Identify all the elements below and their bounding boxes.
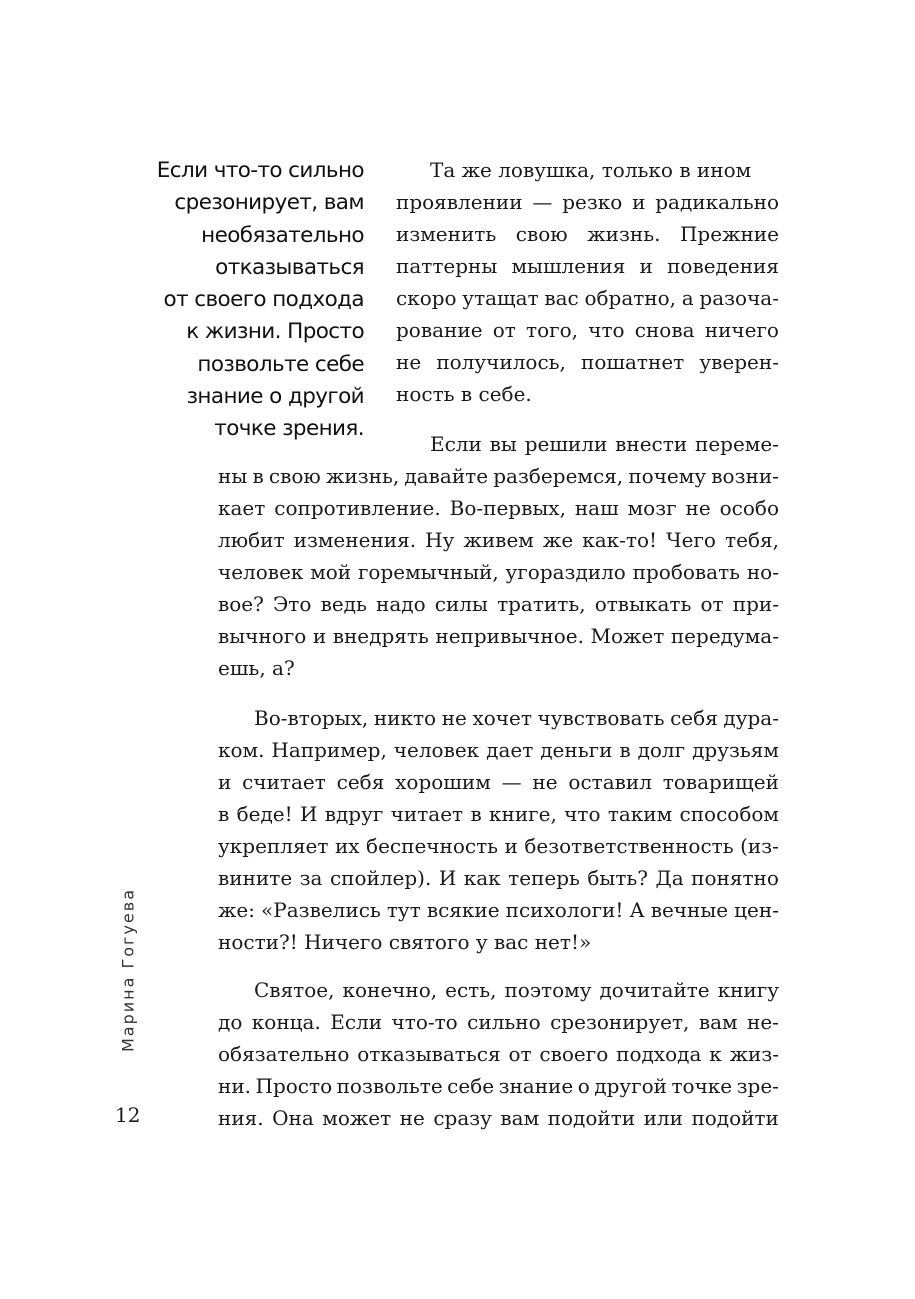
word: понятно — [691, 866, 779, 890]
word: поведения — [667, 254, 779, 278]
text-line — [396, 250, 779, 282]
word: за — [299, 866, 323, 890]
text-line: ешь, а? — [218, 656, 295, 680]
word: передума- — [670, 624, 779, 648]
word: кает — [218, 496, 266, 520]
word: Прежние — [679, 222, 779, 246]
word: Во-первых, — [449, 496, 566, 520]
word: не — [685, 496, 711, 520]
text-line — [218, 524, 779, 556]
word: Просто — [255, 1074, 333, 1098]
word: считает — [242, 770, 326, 794]
word: дура- — [723, 706, 779, 730]
word: Святое, — [254, 978, 335, 1002]
text-line — [218, 798, 779, 830]
text-line — [430, 428, 779, 460]
word: в — [470, 802, 482, 826]
running-author: Марина Гогуева — [118, 887, 138, 1053]
text-line — [218, 556, 779, 588]
word: подойти — [547, 1106, 636, 1130]
word: дает — [486, 738, 534, 762]
word: живем — [463, 528, 534, 552]
pull-quote-line: необязательно — [201, 222, 364, 248]
text-line — [396, 218, 779, 250]
word: никто — [373, 706, 437, 730]
word: от — [492, 318, 516, 342]
word: вам — [500, 1106, 540, 1130]
pull-quote-line: от своего подхода — [163, 287, 364, 313]
word: тратить, — [497, 592, 586, 616]
word: внедрять — [332, 624, 429, 648]
word: хочет — [472, 706, 532, 730]
word: безответственность — [524, 834, 734, 858]
word: же: — [218, 898, 255, 922]
word: таким — [607, 802, 673, 826]
word: непривычное. — [435, 624, 584, 648]
word: получилось, — [436, 350, 566, 374]
word: вое? — [218, 592, 264, 616]
word: что-то — [391, 1010, 458, 1034]
word: что — [588, 318, 625, 342]
word: возни- — [711, 464, 779, 488]
text-line — [396, 186, 779, 218]
text-line — [218, 830, 779, 862]
text-line — [218, 492, 779, 524]
word: теперь — [508, 866, 580, 890]
word: жизнь, — [326, 464, 400, 488]
word: ния. — [218, 1106, 264, 1130]
word: хорошим — [395, 770, 491, 794]
word: себя — [670, 706, 718, 730]
text-line: ность в себе. — [396, 382, 532, 406]
word: Чего — [666, 528, 716, 552]
word: Это — [273, 592, 312, 616]
word: спойлер). — [329, 866, 432, 890]
word: всякие — [426, 898, 500, 922]
pull-quote-line: Если что-то сильно — [156, 158, 364, 183]
word: книгу — [717, 978, 779, 1002]
word: Если — [330, 1010, 383, 1034]
word: ведь — [320, 592, 367, 616]
text-line — [218, 1038, 779, 1070]
word: укрепляет — [218, 834, 329, 858]
word: себя — [336, 770, 385, 794]
word: или — [643, 1106, 683, 1130]
text-line — [218, 862, 779, 894]
word: человек — [393, 738, 480, 762]
word: Во-вторых, — [254, 706, 369, 730]
word: цен- — [734, 898, 779, 922]
word: поэтому — [504, 978, 592, 1002]
word: разоча- — [699, 286, 779, 310]
word: в — [218, 802, 230, 826]
pull-quote-line: точке зрения. — [214, 416, 364, 442]
word: оставил — [568, 770, 652, 794]
word: дочитайте — [599, 978, 710, 1002]
word: себе — [447, 1074, 495, 1098]
word: переме- — [694, 432, 779, 456]
word: утащат — [462, 286, 539, 310]
word: при- — [732, 592, 779, 616]
word: их — [334, 834, 360, 858]
word: не — [399, 1106, 425, 1130]
word: давайте — [404, 464, 489, 488]
text-line — [396, 282, 779, 314]
pull-quote-line: к жизни. Просто — [186, 319, 364, 345]
word: мозг — [627, 496, 677, 520]
word: может — [322, 1106, 392, 1130]
word: свою — [515, 222, 568, 246]
word: вам — [698, 1010, 738, 1034]
word: радикально — [655, 190, 779, 214]
word: вечные — [650, 898, 729, 922]
word: И — [438, 866, 457, 890]
word: подхода — [616, 1042, 702, 1066]
word: «Развелись — [261, 898, 381, 922]
word: тут — [386, 898, 421, 922]
word: зре- — [736, 1074, 779, 1098]
word: ничего — [704, 318, 779, 342]
word: сильно — [467, 1010, 541, 1034]
word: и — [504, 834, 518, 858]
text-line — [218, 734, 779, 766]
word: не — [532, 770, 558, 794]
word: не — [396, 350, 422, 374]
word: и — [312, 624, 327, 648]
word: изменить — [396, 222, 497, 246]
word: есть, — [445, 978, 497, 1002]
word: но- — [746, 560, 779, 584]
pull-quote — [118, 155, 364, 446]
word: ны — [218, 464, 248, 488]
word: в — [619, 738, 631, 762]
word: жиз- — [729, 1042, 779, 1066]
word: внести — [615, 432, 688, 456]
word: а — [681, 286, 694, 310]
word: горемычный, — [357, 560, 499, 584]
word: Может — [590, 624, 665, 648]
word: И — [299, 802, 318, 826]
word: сразу — [433, 1106, 492, 1130]
word: Да — [655, 866, 684, 890]
word: в — [252, 464, 264, 488]
pull-quote-line: знание о другой — [186, 384, 364, 410]
word: вычного — [218, 624, 307, 648]
word: читает — [390, 802, 464, 826]
word: товарищей — [662, 770, 779, 794]
word: тебя, — [725, 528, 779, 552]
word: обратно, — [584, 286, 677, 310]
word: почему — [628, 464, 707, 488]
word: не- — [747, 1010, 779, 1034]
word: срезонирует, — [550, 1010, 690, 1034]
word: и — [218, 770, 232, 794]
word: знание — [498, 1074, 574, 1098]
word: — — [501, 770, 522, 794]
text-line — [218, 766, 779, 798]
word: быть? — [587, 866, 649, 890]
pull-quote-line: позвольте себе — [197, 351, 364, 377]
word: пошатнет — [581, 350, 685, 374]
word: беспечность — [366, 834, 499, 858]
word: от — [508, 1042, 532, 1066]
word: конечно, — [342, 978, 438, 1002]
word: книге, — [489, 802, 557, 826]
word: беде! — [236, 802, 293, 826]
word: — — [532, 190, 553, 214]
word: изменения. — [293, 528, 417, 552]
word: решили — [524, 432, 608, 456]
word: наш — [574, 496, 619, 520]
word: проявлении — [396, 190, 523, 214]
word: от — [700, 592, 724, 616]
word: чувствовать — [537, 706, 665, 730]
text-line — [396, 346, 779, 378]
word: как-то! — [582, 528, 658, 552]
word: Например, — [271, 738, 387, 762]
word: того, — [526, 318, 579, 342]
word: ни. — [218, 1074, 252, 1098]
text-line: ности?! Ничего святого у вас нет!» — [218, 930, 592, 954]
word: и — [639, 254, 653, 278]
page-number: 12 — [115, 1103, 141, 1127]
text-line — [254, 974, 779, 1006]
text-line — [218, 1070, 779, 1102]
word: уверен- — [699, 350, 779, 374]
pull-quote-line: срезонирует, вам — [174, 190, 364, 216]
word: позвольте — [336, 1074, 443, 1098]
text-line — [218, 460, 779, 492]
word: конца. — [251, 1010, 321, 1034]
word: резко — [562, 190, 623, 214]
word: как — [463, 866, 501, 890]
word: и — [632, 190, 646, 214]
word: пробовать — [632, 560, 741, 584]
word: что — [564, 802, 601, 826]
word: жизнь. — [587, 222, 661, 246]
word: обязательно — [218, 1042, 350, 1066]
text-line — [396, 314, 779, 346]
word: вы — [489, 432, 517, 456]
text-line — [218, 1006, 779, 1038]
word: человек — [218, 560, 304, 584]
text-line — [218, 620, 779, 652]
word: Ну — [425, 528, 455, 552]
word: вдруг — [324, 802, 384, 826]
word: до — [218, 1010, 243, 1034]
pull-quote-line: отказываться — [215, 254, 364, 280]
word: любит — [218, 528, 285, 552]
word: не — [441, 706, 467, 730]
word: деньги — [540, 738, 613, 762]
word: надо — [376, 592, 426, 616]
word: подойти — [691, 1106, 779, 1130]
word: своего — [539, 1042, 609, 1066]
word: паттерны — [396, 254, 498, 278]
word: ком. — [218, 738, 265, 762]
word: Она — [272, 1106, 314, 1130]
word: точке — [671, 1074, 733, 1098]
word: (из- — [740, 834, 779, 858]
word: долг — [637, 738, 686, 762]
word: вините — [218, 866, 293, 890]
word: отказываться — [357, 1042, 501, 1066]
word: снова — [634, 318, 695, 342]
word: Если — [430, 432, 482, 456]
word: сопротивление. — [274, 496, 441, 520]
text-line: Та же ловушка, только в ином — [430, 158, 752, 182]
word: свою — [268, 464, 321, 488]
word: угораздило — [505, 560, 626, 584]
text-line — [218, 894, 779, 926]
word: психологи! — [505, 898, 624, 922]
word: рование — [396, 318, 483, 342]
text-line — [218, 1102, 779, 1134]
word: скоро — [396, 286, 457, 310]
word: друзьям — [692, 738, 779, 762]
word: отвыкать — [594, 592, 692, 616]
word: о — [577, 1074, 590, 1098]
word: силы — [434, 592, 488, 616]
word: же — [542, 528, 574, 552]
text-line — [254, 702, 779, 734]
word: мышления — [511, 254, 626, 278]
word: к — [709, 1042, 722, 1066]
word: разберемся, — [493, 464, 624, 488]
word: другой — [594, 1074, 667, 1098]
text-line — [218, 588, 779, 620]
word: способом — [679, 802, 779, 826]
word: А — [629, 898, 645, 922]
word: вас — [544, 286, 579, 310]
word: особо — [719, 496, 779, 520]
word: мой — [310, 560, 352, 584]
